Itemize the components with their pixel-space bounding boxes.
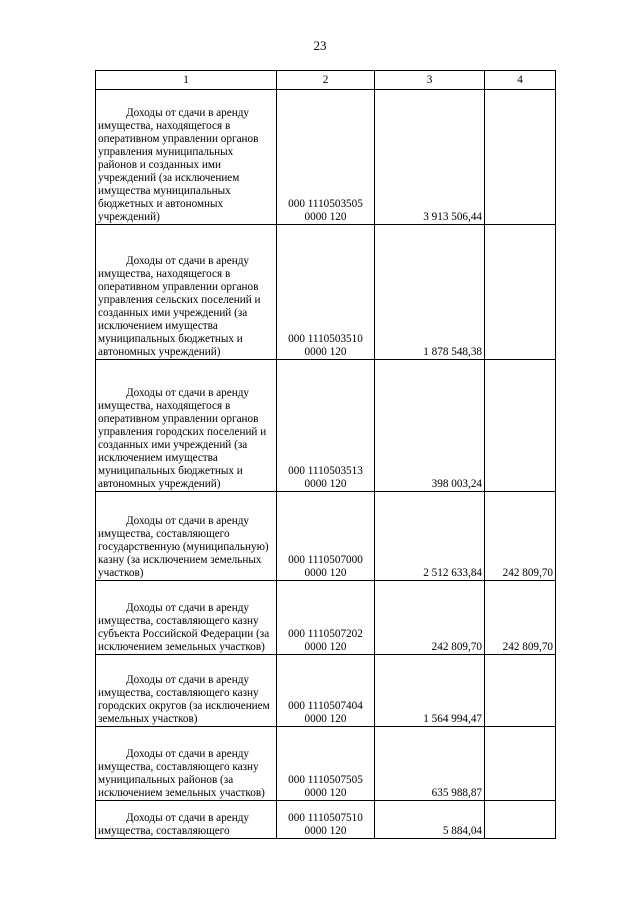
row-value-col3: 398 003,24 [375,360,485,492]
row-name: Доходы от сдачи в аренду имущества, составляющего казну субъекта Российской Федерации (за исключением земельных участков) [96,581,277,655]
row-value-col3: 1 878 548,38 [375,225,485,360]
table-row [96,801,556,839]
row-value-col4: 242 809,70 [485,492,556,581]
row-value-col3: 5 884,04 [375,801,485,839]
row-code: 000 1110507510 0000 120 [277,801,375,839]
row-code: 000 1110503505 0000 120 [277,90,375,225]
row-name: Доходы от сдачи в аренду имущества, составляющего государственную (муниципальную) казну (за исключением земельных участков) [96,492,277,581]
row-value-col3: 2 512 633,84 [375,492,485,581]
row-value-col4 [485,727,556,801]
row-name: Доходы от сдачи в аренду имущества, составляющего казну муниципальных районов (за исключением земельных участков) [96,727,277,801]
row-code: 000 1110507000 0000 120 [277,492,375,581]
table-row [96,360,556,492]
page-number: 23 [313,38,327,53]
row-name: Доходы от сдачи в аренду имущества, находящегося в оперативном управлении органов управления муниципальных районов и созданных ими учреждений (за исключением имущества муниципальных бюджетных и автономных учреждений) [96,90,277,225]
row-name: Доходы от сдачи в аренду имущества, составляющего казну городских округов (за исключением земельных участков) [96,655,277,727]
table-row [96,581,556,655]
row-value-col3: 1 564 994,47 [375,655,485,727]
row-value-col3: 635 988,87 [375,727,485,801]
row-code: 000 1110507404 0000 120 [277,655,375,727]
table-row [96,225,556,360]
row-value-col3: 242 809,70 [375,581,485,655]
header-col-2: 2 [277,71,375,90]
table-row [96,492,556,581]
row-value-col4 [485,225,556,360]
table-row [96,727,556,801]
row-code: 000 1110507505 0000 120 [277,727,375,801]
row-value-col3: 3 913 506,44 [375,90,485,225]
table-header-row [96,71,556,90]
row-value-col4 [485,655,556,727]
row-value-col4 [485,90,556,225]
row-code: 000 1110503513 0000 120 [277,360,375,492]
header-col-1: 1 [96,71,277,90]
table-row [96,90,556,225]
row-value-col4: 242 809,70 [485,581,556,655]
row-name: Доходы от сдачи в аренду имущества, находящегося в оперативном управлении органов управления городских поселений и созданных ими учреждений (за исключением имущества муниципальных бюджетных и автономных учреждений) [96,360,277,492]
revenue-table [95,70,556,839]
row-code: 000 1110503510 0000 120 [277,225,375,360]
row-name: Доходы от сдачи в аренду имущества, составляющего [96,801,277,839]
row-code: 000 1110507202 0000 120 [277,581,375,655]
row-value-col4 [485,360,556,492]
header-col-3: 3 [375,71,485,90]
header-col-4: 4 [485,71,556,90]
row-value-col4 [485,801,556,839]
table-row [96,655,556,727]
row-name: Доходы от сдачи в аренду имущества, находящегося в оперативном управлении органов управления сельских поселений и созданных ими учреждений (за исключением имущества муниципальных бюджетных и автономных учреждений) [96,225,277,360]
